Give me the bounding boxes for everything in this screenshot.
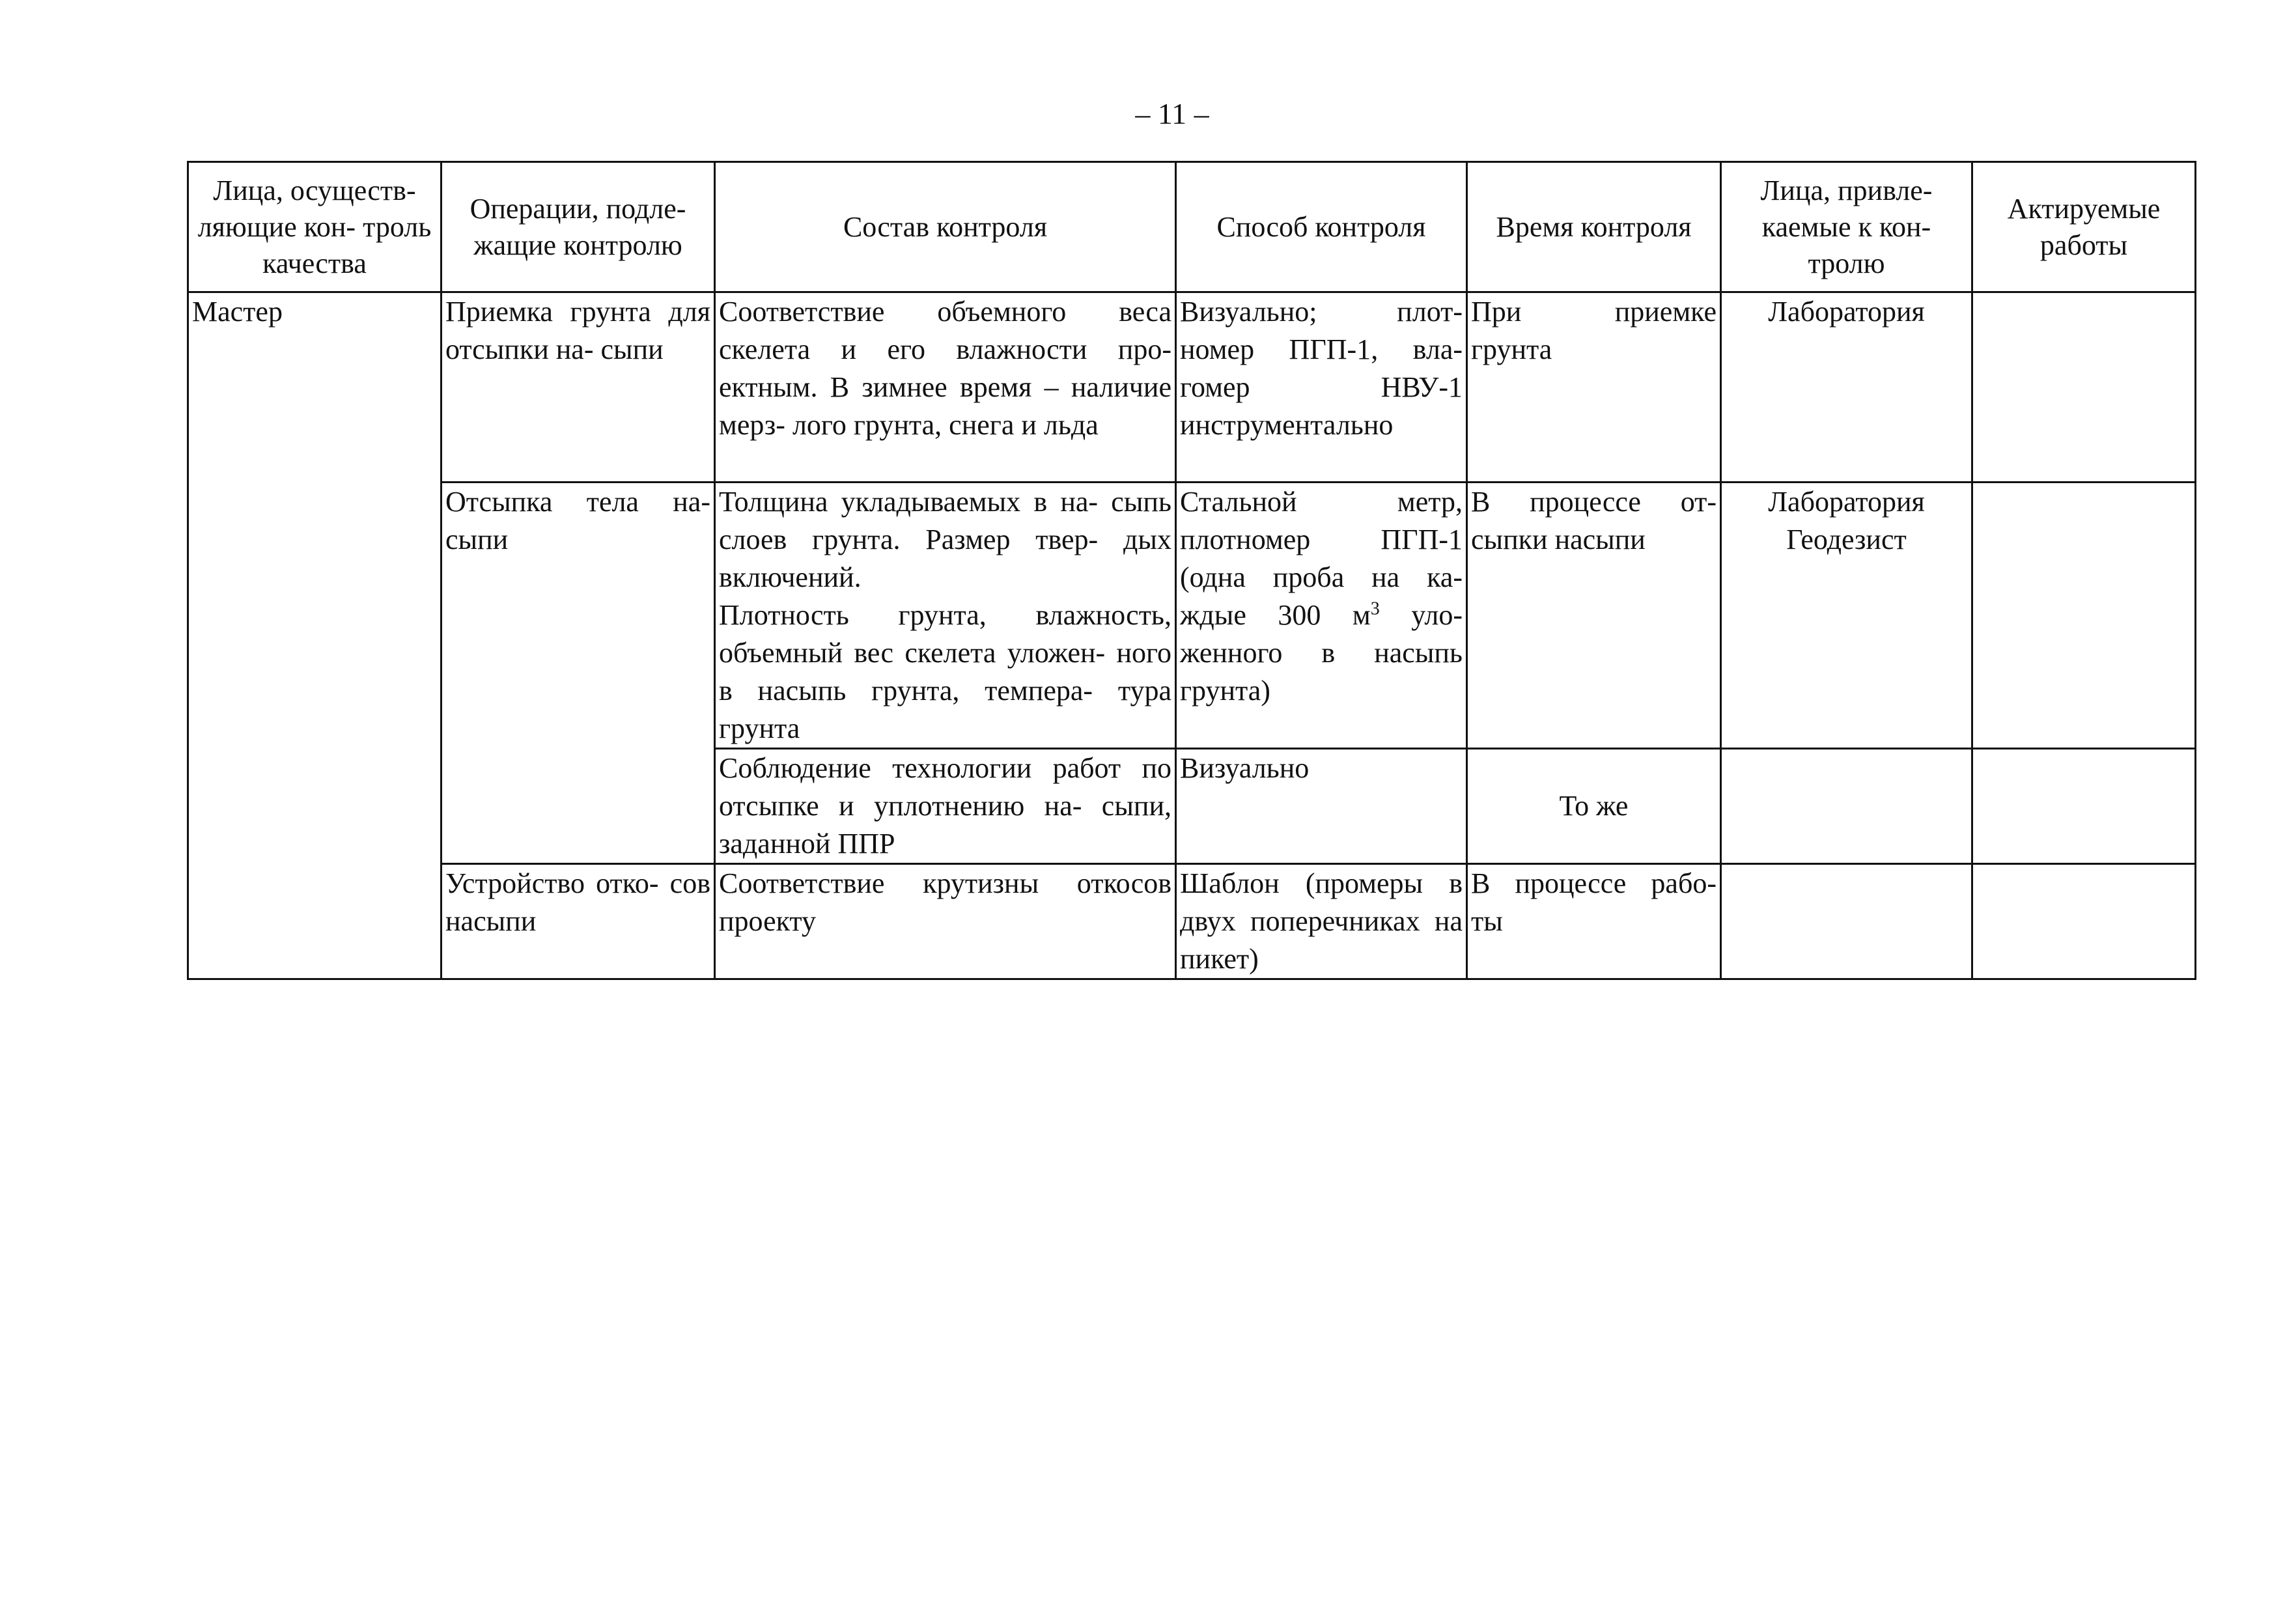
header-composition: Состав контроля: [715, 162, 1176, 292]
cell-method: [1176, 483, 1467, 749]
cell-time: В процессе рабо- ты: [1467, 864, 1721, 979]
method-text-continued: уло- женного в насыпь грунта): [1180, 599, 1463, 707]
composition-part-1: Толщина укладываемых в на- сыпь слоев грунта. Размер твер- дых включений.: [719, 486, 1171, 593]
cell-operation: Отсыпка тела на- сыпи: [442, 483, 715, 864]
cell-composition: [715, 483, 1176, 749]
cell-acts: [1972, 292, 2196, 483]
cell-acts: [1972, 749, 2196, 864]
table-row: [188, 483, 2196, 749]
quality-control-table: [187, 161, 2196, 980]
header-method: Способ контроля: [1176, 162, 1467, 292]
table-row: [188, 864, 2196, 979]
cell-method: Шаблон (промеры в двух поперечниках на пикет): [1176, 864, 1467, 979]
cell-persons: [1721, 483, 1972, 749]
header-operations: Операции, подле- жащие контролю: [442, 162, 715, 292]
table-header-row: [188, 162, 2196, 292]
method-text: Стальной метр, плотномер ПГП-1 (одна проба на ка- ждые 300 м: [1180, 486, 1463, 631]
cell-acts: [1972, 864, 2196, 979]
cell-master: Мастер: [188, 292, 442, 979]
page-number: – 11 –: [1135, 97, 1209, 130]
cell-acts: [1972, 483, 2196, 749]
header-persons-control: Лица, осуществ- ляющие кон- троль качества: [188, 162, 442, 292]
cell-persons: Лаборатория: [1721, 292, 1972, 483]
cell-time: То же: [1467, 749, 1721, 864]
cell-persons: [1721, 864, 1972, 979]
header-persons-involved: Лица, привле- каемые к кон- тролю: [1721, 162, 1972, 292]
cell-operation: Приемка грунта для отсыпки на- сыпи: [442, 292, 715, 483]
person-laboratory: Лаборатория: [1768, 486, 1925, 518]
header-acted-works: Актируемые работы: [1972, 162, 2196, 292]
cell-time: В процессе от- сыпки насыпи: [1467, 483, 1721, 749]
cubic-superscript: 3: [1370, 598, 1380, 619]
cell-operation: Устройство отко- сов насыпи: [442, 864, 715, 979]
cell-persons: [1721, 749, 1972, 864]
cell-composition: Соблюдение технологии работ по отсыпке и уплотнению на- сыпи, заданной ППР: [715, 749, 1176, 864]
header-time: Время контроля: [1467, 162, 1721, 292]
cell-composition: Соответствие объемного веса скелета и его влажности про- ектным. В зимнее время – наличие мерз- лого грунта, снега и льда: [715, 292, 1176, 483]
cell-method: Визуально: [1176, 749, 1467, 864]
cell-time: При приемке грунта: [1467, 292, 1721, 483]
cell-composition: Соответствие крутизны откосов проекту: [715, 864, 1176, 979]
table-row: [188, 292, 2196, 483]
person-geodesist: Геодезист: [1786, 524, 1907, 555]
cell-method: Визуально; плот- номер ПГП-1, вла- гомер НВУ-1 инструментально: [1176, 292, 1467, 483]
composition-part-2: Плотность грунта, влажность, объемный вес скелета уложен- ного в насыпь грунта, темпера- тура грунта: [719, 599, 1171, 744]
